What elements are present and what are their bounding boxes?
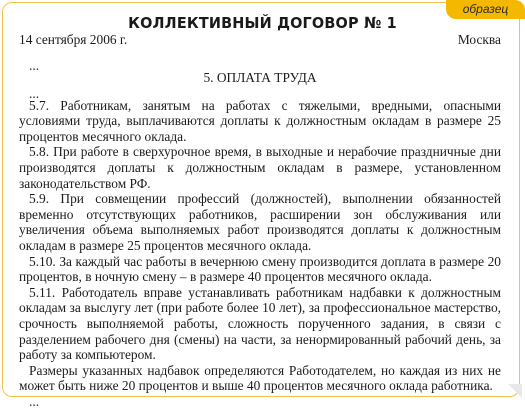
ellipsis-bottom: ... (29, 393, 40, 409)
paragraph-5-7: 5.7. Работникам, занятым на работах с тяжелыми, вредными, опасными условиями труда, выплачиваются доплаты к должностным окладам в размере 25 процентов месячного оклада. (19, 97, 501, 144)
document-date: 14 сентября 2006 г. (19, 32, 128, 47)
ellipsis-middle: ... (29, 85, 40, 101)
paragraph-5-10: 5.10. За каждый час работы в вечернюю смену производится доплата в размере 20 процентов, в ночную смену – в размере 40 процентов месячного оклада. (19, 253, 501, 285)
section-title: 5. ОПЛАТА ТРУДА (203, 69, 317, 85)
paragraph-5-8: 5.8. При работе в сверхурочное время, в выходные и нерабочие праздничные дни производятся доплаты к должностным окладам в размере, установленном законодательством РФ. (19, 144, 501, 191)
document-title: КОЛЛЕКТИВНЫЙ ДОГОВОР № 1 (128, 14, 397, 32)
paragraph-5-11: 5.11. Работодатель вправе устанавливать работникам надбавки к должностным окладам за выслугу лет (при работе более 10 лет), за профессиональное мастерство, срочность выполняемой работы, сложность порученного задания, в связи с разделением рабочего дня (смены) на части, за ненормированный рабочий день, за работу за компьютером. (19, 284, 501, 363)
page-fold-corner (508, 384, 522, 398)
paragraph-5-9: 5.9. При совмещении профессий (должностей), выполнении обязанностей временно отсутствующих работников, расширении зон обслуживания или увеличения объема выполняемых работ производятся доплаты к должностным окладам в размере 25 процентов месячного оклада. (19, 191, 501, 253)
date-city-line (19, 32, 501, 48)
sample-badge: образец (446, 0, 525, 19)
document-city: Москва (457, 32, 501, 47)
document-body (19, 32, 501, 409)
ellipsis-top: ... (29, 57, 40, 73)
paragraph-allowance-sizes: Размеры указанных надбавок определяются Работодателем, но каждая из них не может быть ниже 20 процентов и выше 40 процентов месячного оклада работника. (19, 362, 501, 394)
